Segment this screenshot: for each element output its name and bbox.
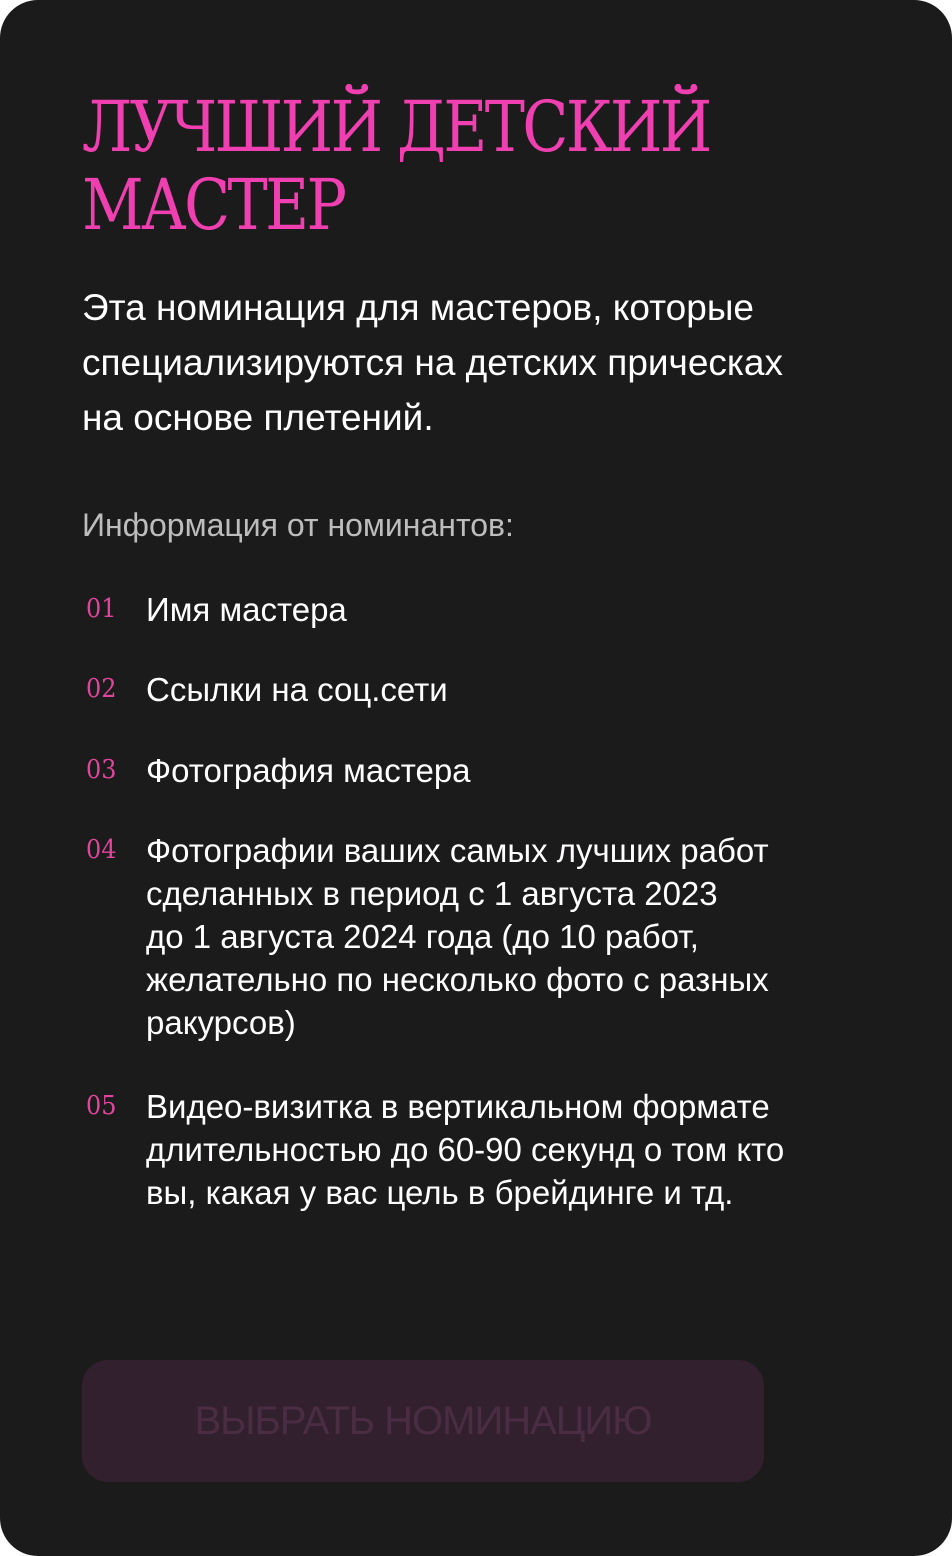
item-number: 02 <box>86 674 117 704</box>
item-text <box>146 1085 866 1214</box>
title-line: ЛУЧШИЙ ДЕТСКИЙ <box>82 86 710 168</box>
description-line: Эта номинация для мастеров, которые <box>82 287 754 328</box>
item-text-line: Имя мастера <box>146 591 347 628</box>
item-text-line: Ссылки на соц.сети <box>146 671 448 708</box>
item-text <box>146 668 866 711</box>
item-text-line: сделанных в период с 1 августа 2023 <box>146 875 718 912</box>
item-number: 01 <box>86 594 117 624</box>
item-text <box>146 588 866 631</box>
info-label: Информация от номинантов: <box>82 507 514 543</box>
item-text-line: длительностью до 60-90 секунд о том кто <box>146 1131 785 1168</box>
title-line: МАСТЕР <box>82 164 345 246</box>
item-text <box>146 749 866 792</box>
item-number: 04 <box>86 835 117 865</box>
nomination-description <box>82 280 882 445</box>
item-text <box>146 829 866 1044</box>
item-text-line: до 1 августа 2024 года (до 10 работ, <box>146 918 699 955</box>
item-text-line: ракурсов) <box>146 1004 296 1041</box>
description-line: специализируются на детских прическах <box>82 342 783 383</box>
item-text-line: Фотография мастера <box>146 752 471 789</box>
item-number: 03 <box>86 755 117 785</box>
nomination-title <box>82 88 710 244</box>
choose-nomination-button[interactable]: ВЫБРАТЬ НОМИНАЦИЮ <box>82 1360 764 1482</box>
item-number: 05 <box>86 1091 117 1121</box>
description-line: на основе плетений. <box>82 397 434 438</box>
item-text-line: желательно по несколько фото с разных <box>146 961 769 998</box>
item-text-line: Видео-визитка в вертикальном формате <box>146 1088 770 1125</box>
item-text-line: вы, какая у вас цель в брейдинге и тд. <box>146 1174 734 1211</box>
item-text-line: Фотографии ваших самых лучших работ <box>146 832 769 869</box>
